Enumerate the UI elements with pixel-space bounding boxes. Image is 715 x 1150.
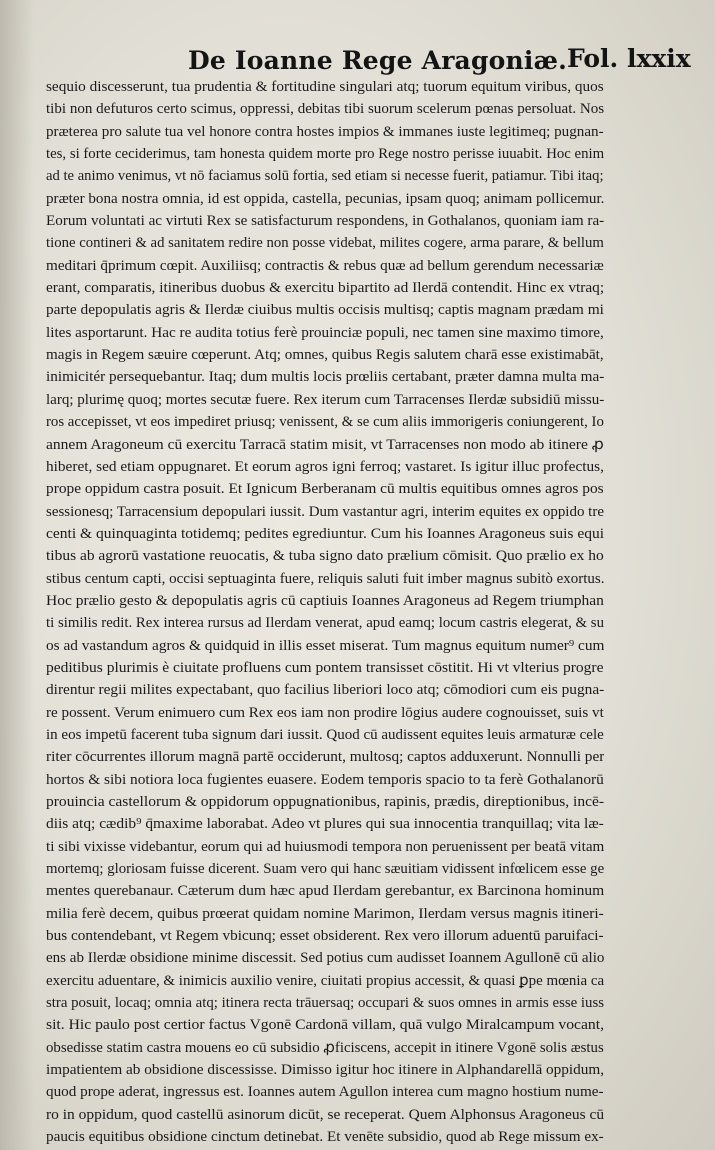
- text-line: exercitu aduentare, & inimicis auxilio venire, ciuitati propius accessit, & quasi ꝑpe mœnia ca: [46, 972, 604, 989]
- body-text: [46, 76, 604, 1149]
- text-line: centi & quinquaginta totidemq; pedites egrediuntur. Cum his Ioannes Aragoneus suis equi: [46, 525, 604, 542]
- text-line: ti sibi vixisse videbantur, eorum qui ad huiusmodi tempora non peruenissent per beatā vitam: [46, 838, 604, 855]
- text-line: tibus ab agrorū vastatione reuocatis, & tuba signo dato prælium cōmisit. Quo prælio ex ho: [46, 548, 604, 565]
- text-line: sit. Hic paulo post certior factus Vgonē Cardonā villam, quā vulgo Miralcampum vocant,: [46, 1017, 604, 1034]
- text-line: re possent. Verum enimuero cum Rex eos iam non prodire lōgius audere cognouisset, suis vt: [46, 704, 604, 721]
- text-line: impatientem ab obsidione discessisse. Dimisso igitur hoc itinere in Alphandarellā oppidum,: [46, 1062, 604, 1079]
- text-line: stra posuit, locaq; omnia atq; itinera recta trāuersaq; occupari & suos omnes in armis esse iuss: [46, 995, 604, 1012]
- text-line: annem Aragoneum cū exercitu Tarracā statim misit, vt Tarracenses non modo ab itinere ꝓ: [46, 436, 604, 453]
- text-line: quod prope aderat, ingressus est. Ioannes autem Agullon interea cum magno hostium nume-: [46, 1084, 604, 1101]
- text-line: prouincia castellorum & oppidorum oppugnationibus, rapinis, prædis, direptionibus, incē-: [46, 794, 604, 810]
- text-line: ens ab Ilerdæ obsidione minime discessit. Sed potius cum audisset Ioannem Agullonē cū alio: [46, 950, 604, 967]
- text-line: larq; plurimę quoq; mortes secutæ fuere. Rex iterum cum Tarracenses Ilerdæ subsidiū missu-: [46, 391, 604, 408]
- text-line: inimicitér persequebantur. Itaq; dum multis locis prœliis certabant, præter damna multa ma-: [46, 369, 604, 386]
- text-line: parte depopulatis agris & Ilerdæ ciuibus multis occisis multisq; captis magnam prædam mi: [46, 302, 604, 319]
- text-line: ti similis redit. Rex interea rursus ad Ilerdam venerat, apud eamq; locum castris elegerat, & su: [46, 615, 604, 632]
- text-line: bus contendebant, vt Regem vbicunq; esset obsiderent. Rex vero illorum aduentū paruifaci-: [46, 928, 604, 945]
- text-line: meditari q̄primum cœpit. Auxiliisq; contractis & rebus quæ ad bellum gerendum necessariæ: [46, 257, 604, 274]
- text-line: ro in oppidum, quod castellū asinorum dicūt, se receperat. Quem Alphonsus Aragoneus cū: [46, 1106, 604, 1123]
- text-line: tes, si forte ceciderimus, tam honesta quidem morte pro Rege nostro perisse iuuabit. Hoc enim: [46, 146, 604, 163]
- text-line: sequio discesserunt, tua prudentia & fortitudine singulari atq; tuorum equitum viribus, quos: [46, 79, 604, 95]
- text-line: obsedisse statim castra mouens eo cū subsidio ꝓficiscens, accepit in itinere Vgonē solis æstus: [46, 1039, 604, 1056]
- text-line: in eos impetū facerent tuba signum dari iussit. Quod cū audissent equites leuis armaturæ cele: [46, 726, 604, 743]
- text-line: Eorum voluntati ac virtuti Rex se satisfacturum respondens, in Gothalanos, quoniam iam ra-: [46, 213, 604, 230]
- text-line: os ad vastandum agros & quidquid in illis esset miserat. Tum magnus equitum numer⁹ cum: [46, 637, 604, 654]
- text-line: erant, comparatis, itineribus duobus & exercitu bipartito ad Ilerdā contendit. Hinc ex vtraq;: [46, 280, 604, 297]
- folio-number: Fol. lxxix: [567, 44, 691, 73]
- text-line: præterea pro salute tua vel honore contra hostes impios & immanes iuste legitimeq; pugnan-: [46, 123, 604, 140]
- text-line: sessionesq; Tarracensium depopulari iussit. Dum vastantur agri, interim equites ex oppido tre: [46, 503, 604, 520]
- text-line: hortos & sibi notiora loca fugientes euasere. Eodem temporis spacio to ta ferè Gothalanorū: [46, 771, 604, 788]
- text-line: præter bona nostra omnia, id est oppida, castella, pecunias, ipsam quoq; animam pollicemur.: [46, 190, 604, 207]
- text-line: paucis equitibus obsidione cinctum detinebat. Et venēte subsidio, quod ab Rege missum ex-: [46, 1129, 604, 1146]
- binding-shadow: [0, 0, 34, 1150]
- text-line: Hoc prælio gesto & depopulatis agris cū captiuis Ioannes Aragoneus ad Regem triumphan: [46, 592, 604, 609]
- text-line: milia ferè decem, quibus prœerat quidam nomine Marimon, Ilerdam versus magnis itineri-: [46, 905, 604, 922]
- text-line: ad te animo venimus, vt nō faciamus solū fortia, sed etiam si necesse fuerit, patiamur. Tibi itaq;: [46, 168, 604, 185]
- text-line: peditibus plurimis è ciuitate profluens cum pontem transisset cōstitit. Hi vt vlterius progre: [46, 659, 604, 676]
- text-line: tibi non defuturos certo scimus, oppressi, debitas tibi suorum scelerum pœnas persoluat. Nos: [46, 101, 604, 118]
- text-line: mentes querebanaur. Cæterum dum hæc apud Ilerdam gerebantur, ex Barcinona hominum: [46, 883, 604, 900]
- text-line: diis atq; cædib⁹ q̄maxime laborabat. Adeo vt plures qui sua innocentia tranquillaq; vita læ-: [46, 816, 604, 833]
- text-line: riter cōcurrentes illorum magnā partē occiderunt, multosq; captos adduxerunt. Nonnulli per: [46, 749, 604, 766]
- text-line: lites asportarunt. Hac re audita totius ferè prouinciæ populi, nec tamen sine maximo timore,: [46, 324, 604, 341]
- text-line: tione contineri & ad sanitatem redire non posse videbat, milites cogere, arma parare, & bellum: [46, 235, 604, 252]
- running-title: De Ioanne Rege Aragoniæ.: [188, 46, 568, 75]
- text-line: ros accepisset, vt eos impediret priusq; venissent, & se cum aliis immorigeris coniungerent, Io: [46, 414, 604, 431]
- text-line: magis in Regem sæuire cœperunt. Atq; omnes, quibus Regis salutem charā esse existimabāt,: [46, 347, 604, 364]
- text-line: hiberet, sed etiam oppugnaret. Et eorum agros igni ferroq; vastaret. Is igitur illuc profectus,: [46, 458, 604, 475]
- text-line: stibus centum capti, occisi septuaginta fuere, reliquis saluti fuit imber magnus subitò exortus.: [46, 570, 604, 587]
- text-line: direntur regii milites expectabant, quo facilius liberiori loco atq; cōmodiori cum eis pugna-: [46, 682, 604, 699]
- text-line: prope oppidum castra posuit. Et Ignicum Berberanam cū multis equitibus omnes agros pos: [46, 481, 604, 498]
- text-line: mortemq; gloriosam fuisse dicerent. Suam vero qui hanc sæuitiam vidissent infœlicem esse ge: [46, 861, 604, 878]
